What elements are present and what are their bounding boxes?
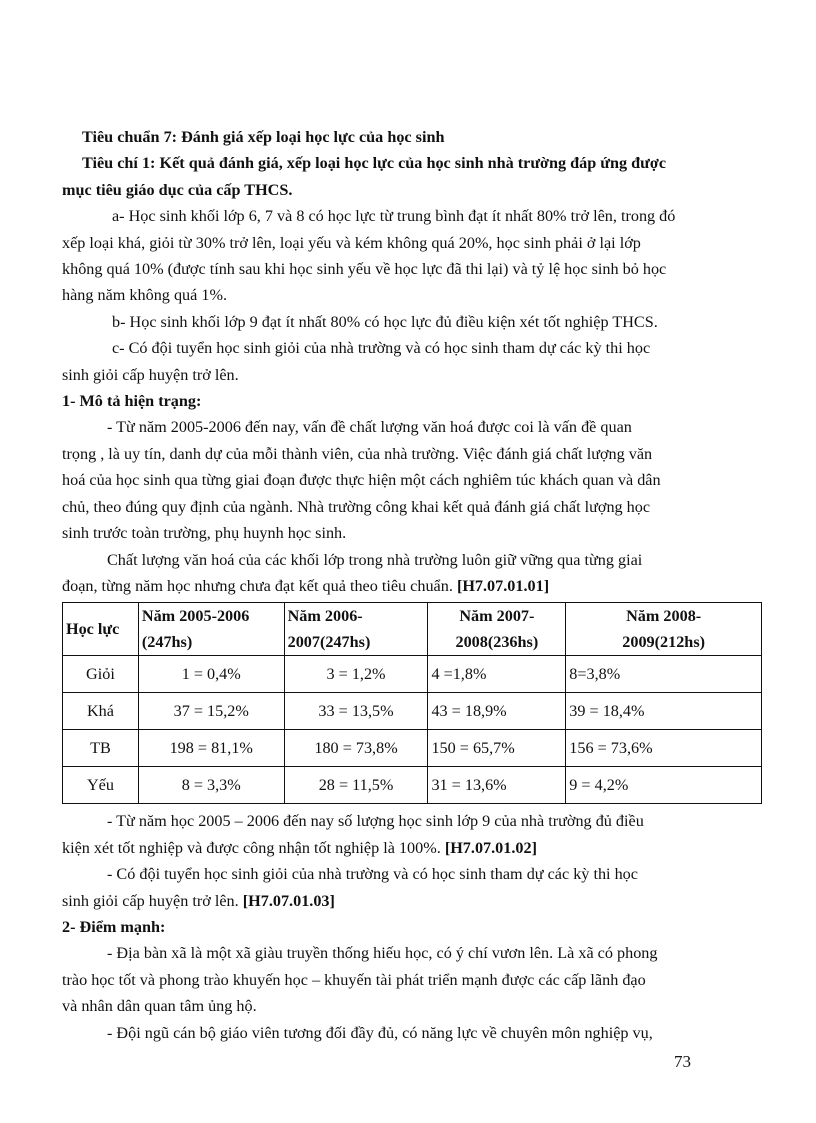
section1-title: 1- Mô tả hiện trạng: [62,392,202,411]
table-cell: 1 = 0,4% [138,656,284,693]
table-cell: 43 = 18,9% [428,693,566,730]
section1-para4-line2 [62,888,760,914]
criterion-heading-line1: Tiêu chí 1: Kết quả đánh giá, xếp loại học lực của học sinh nhà trường đáp ứng được [82,154,667,173]
header-cell: Năm 2006- 2007(247hs) [284,603,428,656]
section1-para3-line1: - Từ năm học 2005 – 2006 đến nay số lượng học sinh lớp 9 của nhà trường đủ điều [107,812,644,831]
table-cell: 39 = 18,4% [566,693,762,730]
criterion-a-line: xếp loại khá, giỏi từ 30% trở lên, loại yếu và kém không quá 20%, học sinh phải ở lại lớp [62,233,641,252]
criterion-heading-line2: mục tiêu giáo dục của cấp THCS. [62,180,293,199]
evidence-code: [H7.07.01.01] [456,576,550,595]
section1-para1-line: sinh trước toàn trường, phụ huynh học sinh. [62,524,347,543]
section1-para3-line2 [62,835,760,861]
table-row [63,656,762,693]
section1-para1-line: - Từ năm 2005-2006 đến nay, vấn đề chất lượng văn hoá được coi là vấn đề quan [107,418,632,437]
table-cell: 8 = 3,3% [138,767,284,804]
criterion-b: b- Học sinh khối lớp 9 đạt ít nhất 80% có học lực đủ điều kiện xét tốt nghiệp THCS. [112,312,658,331]
table-cell: 33 = 13,5% [284,693,428,730]
table-row [63,693,762,730]
evidence-code: [H7.07.01.03] [242,891,335,910]
table-cell: 3 = 1,2% [284,656,428,693]
evidence-code: [H7.07.01.02] [444,838,537,857]
section1-para2-line2 [62,573,760,599]
table-cell: TB [63,730,139,767]
criterion-c-line: sinh giỏi cấp huyện trở lên. [62,365,239,384]
document-page [62,124,760,1046]
section1-para1-line: trọng , là uy tín, danh dự của mỗi thành viên, của nhà trường. Việc đánh giá chất lượng văn [62,444,653,463]
page-number: 73 [674,1052,691,1071]
table-row [63,767,762,804]
table-row [63,730,762,767]
header-cell: Năm 2007- 2008(236hs) [428,603,566,656]
table-cell: 198 = 81,1% [138,730,284,767]
criterion-a-line: a- Học sinh khối lớp 6, 7 và 8 có học lực từ trung bình đạt ít nhất 80% trở lên, trong đó [112,207,676,226]
table-cell: Giỏi [63,656,139,693]
table-cell: 37 = 15,2% [138,693,284,730]
section2-para1-line: và nhân dân quan tâm ủng hộ. [62,997,257,1016]
standard-heading: Tiêu chuẩn 7: Đánh giá xếp loại học lực của học sinh [82,128,445,146]
table-cell: 180 = 73,8% [284,730,428,767]
header-cell: Năm 2008- 2009(212hs) [566,603,762,656]
grade-table [62,602,762,804]
table-cell: 28 = 11,5% [284,767,428,804]
table-cell: 150 = 65,7% [428,730,566,767]
section1-para2-text: đoạn, từng năm học nhưng chưa đạt kết quả theo tiêu chuẩn. [62,576,457,595]
table-cell: 8=3,8% [566,656,762,693]
criterion-a-line: hàng năm không quá 1%. [62,286,227,305]
table-header-row [63,603,762,656]
section2-para2: - Đội ngũ cán bộ giáo viên tương đối đầy đủ, có năng lực về chuyên môn nghiệp vụ, [107,1023,653,1042]
table-cell: 9 = 4,2% [566,767,762,804]
section2-title: 2- Điểm mạnh: [62,917,166,936]
criterion-c-line: c- Có đội tuyển học sinh giỏi của nhà trường và có học sinh tham dự các kỳ thi học [112,339,651,358]
section1-para4-line1: - Có đội tuyển học sinh giỏi của nhà trường và có học sinh tham dự các kỳ thi học [107,865,638,884]
criterion-a-line: không quá 10% (được tính sau khi học sinh yếu về học lực đã thi lại) và tỷ lệ học sinh bỏ học [62,260,667,279]
header-cell: Năm 2005-2006 (247hs) [138,603,284,656]
table-cell: 156 = 73,6% [566,730,762,767]
section1-para3-text: kiện xét tốt nghiệp và được công nhận tốt nghiệp là 100%. [62,838,445,857]
section1-para1-line: hoá của học sinh qua từng giai đoạn được thực hiện một cách nghiêm túc khách quan và dân [62,471,661,490]
section1-para1-line: chủ, theo đúng quy định của ngành. Nhà trường công khai kết quả đánh giá chất lượng học [62,497,651,516]
table-cell: 31 = 13,6% [428,767,566,804]
header-cell: Học lực [63,603,139,656]
table-cell: 4 =1,8% [428,656,566,693]
table-cell: Yếu [63,767,139,804]
section1-para2-line1: Chất lượng văn hoá của các khối lớp trong nhà trường luôn giữ vững qua từng giai [107,550,643,569]
table-cell: Khá [63,693,139,730]
section2-para1-line: trào học tốt và phong trào khuyến học – khuyến tài phát triển mạnh được các cấp lãnh đạo [62,970,646,989]
section2-para1-line: - Địa bàn xã là một xã giàu truyền thống hiếu học, có ý chí vươn lên. Là xã có phong [107,944,658,963]
section1-para4-text: sinh giỏi cấp huyện trở lên. [62,891,243,910]
